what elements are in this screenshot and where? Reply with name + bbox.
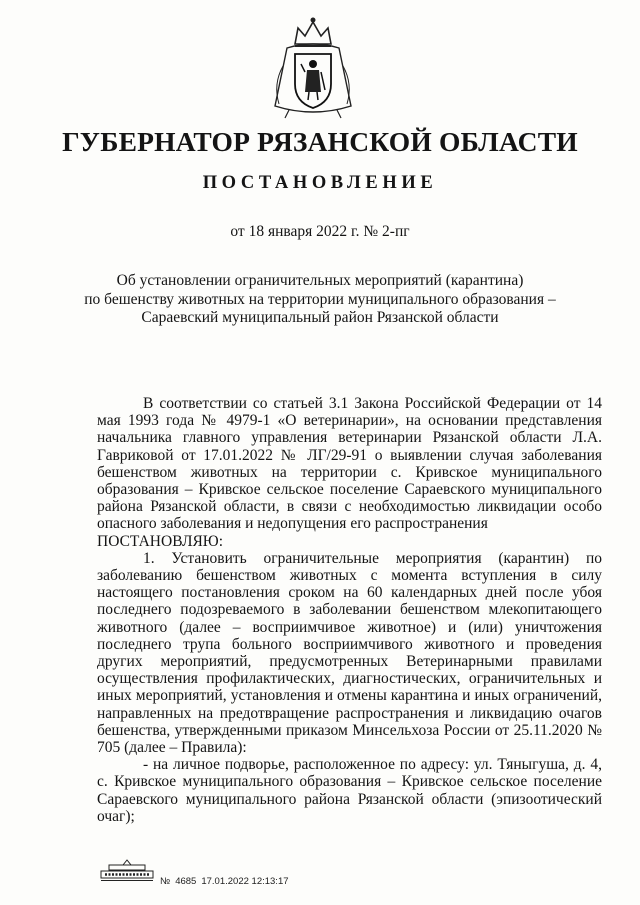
preamble-paragraph: В соответствии со статьей 3.1 Закона Российской Федерации от 14 мая 1993 года № 4979-1 «О ветеринарии», на основании представления начальника главного управления ветеринарии Рязанской области Л.А. Гавриковой от 17.01.2022 № ЛГ/29-91 о выявлении случая заболевания бешенством животных на территории с. Кривское муниципального образования – Кривское сельское поселение Сараевского муниципального района Рязанской области, в связи с необходимостью ликвидации особо опасного заболевания и недопущения его распространения	[97, 395, 602, 533]
document-date-number: от 18 января 2022 г. № 2-пг	[230, 223, 410, 240]
subject-line: по бешенству животных на территории муниципального образования –	[84, 290, 556, 308]
decree-word: ПОСТАНОВЛЯЮ:	[97, 532, 224, 550]
registration-line	[160, 876, 294, 887]
item-1-paragraph: 1. Установить ограничительные мероприятия (карантин) по заболеванию бешенством животных с момента вступления в силу настоящего постановления сроком на 60 календарных дней после убоя последнего подозреваемого в заболевании бешенством млекопитающего животного (далее – восприимчивое животное) и (или) уничтожения последнего трупа больного восприимчивого животного и проведения других мероприятий, предусмотренных Ветеринарными правилами осуществления профилактических, диагностических, ограничительных и иных мероприятий, установления и отмены карантина и иных ограничений, направленных на предотвращение распространения и ликвидацию очагов бешенства, утвержденными приказом Минсельхоза России от 25.11.2020 № 705 (далее – Правила):	[97, 549, 602, 757]
subject-line: Сараевский муниципальный район Рязанской области	[141, 309, 499, 326]
ryazan-coat-of-arms-icon	[265, 14, 361, 122]
registration-stamp-icon	[99, 858, 155, 882]
item-1-subpoint: - на личное подворье, расположенное по адресу: ул. Тяныгуша, д. 4, с. Кривское муниципального образования – Кривское сельское поселение Сараевского муниципального района Рязанской области (эпизоотический очаг);	[97, 756, 602, 825]
registration-mark: №	[160, 876, 171, 887]
document-subject	[60, 272, 580, 328]
registration-number: 4685	[175, 876, 197, 887]
issuing-authority: ГУБЕРНАТОР РЯЗАНСКОЙ ОБЛАСТИ	[62, 126, 578, 157]
subject-line: Об установлении ограничительных мероприятий (карантина)	[116, 272, 524, 289]
registration-datetime: 17.01.2022 12:13:17	[201, 876, 289, 887]
document-type: ПОСТАНОВЛЕНИЕ	[202, 173, 438, 193]
document-body	[97, 395, 602, 825]
